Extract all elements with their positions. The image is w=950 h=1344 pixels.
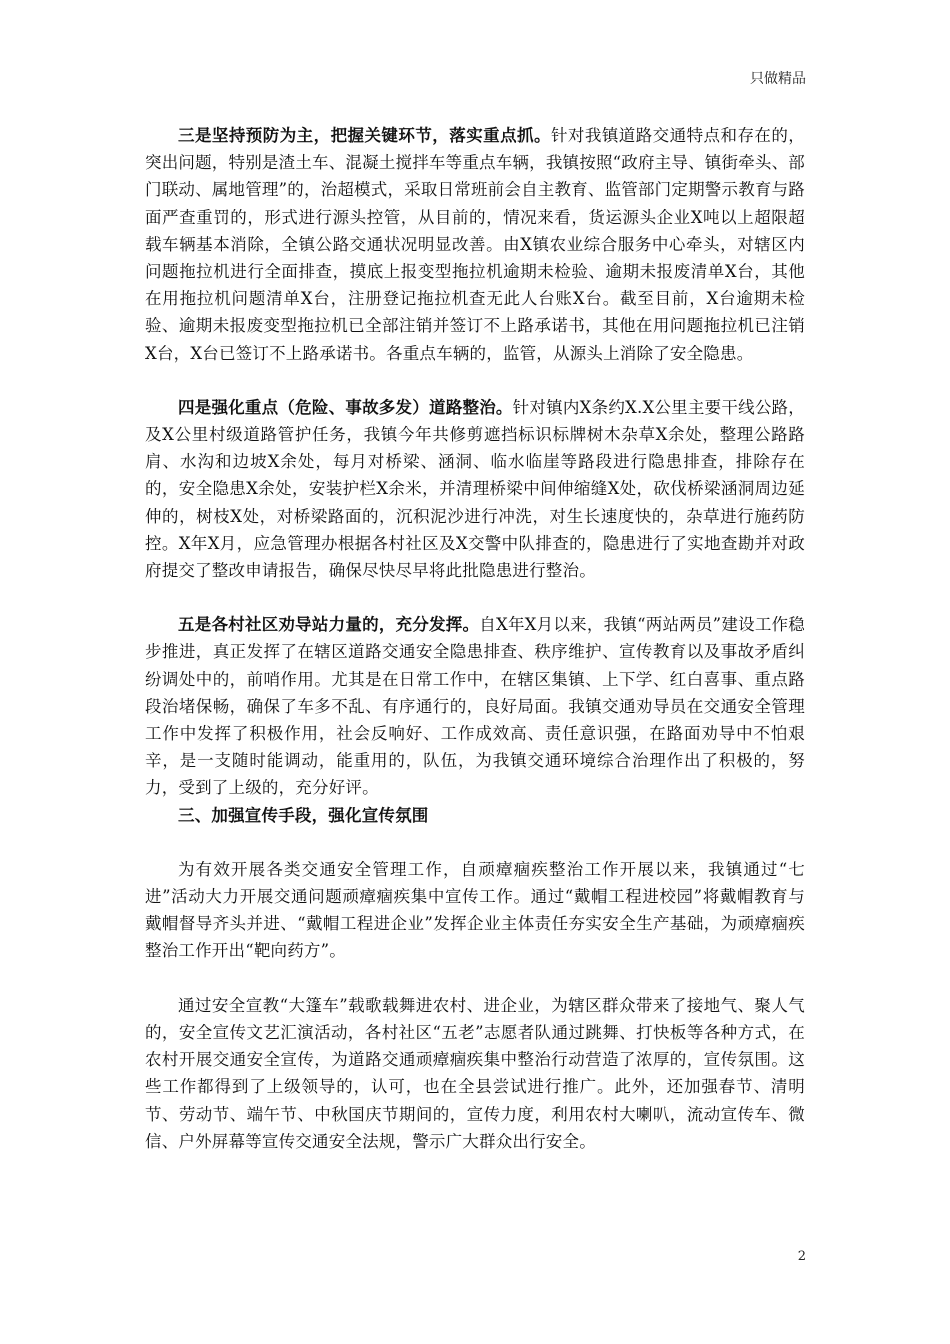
paragraph-persuasion-stations xyxy=(145,611,805,801)
paragraph-lead: 四是强化重点（危险、事故多发）道路整治。 xyxy=(178,397,513,417)
paragraph-preventive-control xyxy=(145,122,805,367)
paragraph-road-rectification xyxy=(145,394,805,584)
paragraph-seven-entries: 为有效开展各类交通安全管理工作，自顽瘴痼疾整治工作开展以来，我镇通过“七进”活动大力开展交通问题顽瘴痼疾集中宣传工作。通过“戴帽工程进校园”将戴帽教育与戴帽督导齐头并进、“戴帽工程进企业”发挥企业主体责任夯实安全生产基础，为顽瘴痼疾整治工作开出“靶向药方”。 xyxy=(145,859,805,961)
paragraph-publicity-caravan: 通过安全宣教“大篷车”载歌载舞进农村、进企业，为辖区群众带来了接地气、聚人气的，安全宣传文艺汇演活动，各村社区“五老”志愿者队通过跳舞、打快板等各种方式，在农村开展交通安全宣传，为道路交通顽瘴痼疾集中整治行动营造了浓厚的，宣传氛围。这些工作都得到了上级领导的，认可，也在全县尝试进行推广。此外，还加强春节、清明节、劳动节、端午节、中秋国庆节期间的，宣传力度，利用农村大喇叭，流动宣传车、微信、户外屏幕等宣传交通安全法规，警示广大群众出行安全。 xyxy=(145,995,805,1151)
header-tagline: 只做精品 xyxy=(750,71,806,87)
section-heading: 三、加强宣传手段，强化宣传氛围 xyxy=(178,805,429,825)
paragraph-body: 自X年X月以来，我镇“两站两员”建设工作稳步推进，真正发挥了在辖区道路交通安全隐患排查、秩序维护、宣传教育以及事故矛盾纠纷调处中的，前哨作用。尤其是在日常工作中，在辖区集镇、上下学、红白喜事、重点路段治堵保畅，确保了车多不乱、有序通行的，良好局面。我镇交通劝导员在交通安全管理工作中发挥了积极作用，社会反响好、工作成效高、责任意识强，在路面劝导中不怕艰辛，是一支随时能调动，能重用的，队伍，为我镇交通环境综合治理作出了积极的，努力，受到了上级的，充分好评。 xyxy=(145,615,805,798)
paragraph-lead: 三是坚持预防为主，把握关键环节，落实重点抓。 xyxy=(178,126,551,145)
document-body xyxy=(145,122,805,1155)
paragraph-lead: 五是各村社区劝导站力量的，充分发挥。 xyxy=(178,615,480,635)
paragraph-body: 针对镇内X条约X.X公里主要干线公路，及X公里村级道路管护任务，我镇今年共修剪遮挡标识标牌树木杂草X余处，整理公路路肩、水沟和边坡X余处，每月对桥梁、涵洞、临水临崖等路段进行隐患排查，排除存在的，安全隐患X余处，安装护栏X余米，并清理桥梁中间伸缩缝X处，砍伐桥梁涵洞周边延伸的，树枝X处，对桥梁路面的，沉积泥沙进行冲洗，对生长速度快的，杂草进行施药防控。X年X月，应急管理办根据各村社区及X交警中队排查的，隐患进行了实地查勘并对政府提交了整改申请报告，确保尽快尽早将此批隐患进行整治。 xyxy=(145,397,805,581)
page-number: 2 xyxy=(797,1249,806,1264)
paragraph-body: 针对我镇道路交通特点和存在的，突出问题，特别是渣土车、混凝土搅拌车等重点车辆，我镇按照“政府主导、镇街牵头、部门联动、属地管理”的，治超模式，采取日常班前会自主教育、监管部门定期警示教育与路面严查重罚的，形式进行源头控管，从目前的，情况来看，货运源头企业X吨以上超限超载车辆基本消除，全镇公路交通状况明显改善。由X镇农业综合服务中心牵头，对辖区内问题拖拉机进行全面排查，摸底上报变型拖拉机逾期未检验、逾期未报废清单X台，其他在用拖拉机问题清单X台，注册登记拖拉机查无此人台账X台。截至目前，X台逾期未检验、逾期未报废变型拖拉机已全部注销并签订不上路承诺书，其他在用问题拖拉机已注销X台，X台已签订不上路承诺书。各重点车辆的，监管，从源头上消除了安全隐患。 xyxy=(145,126,806,363)
